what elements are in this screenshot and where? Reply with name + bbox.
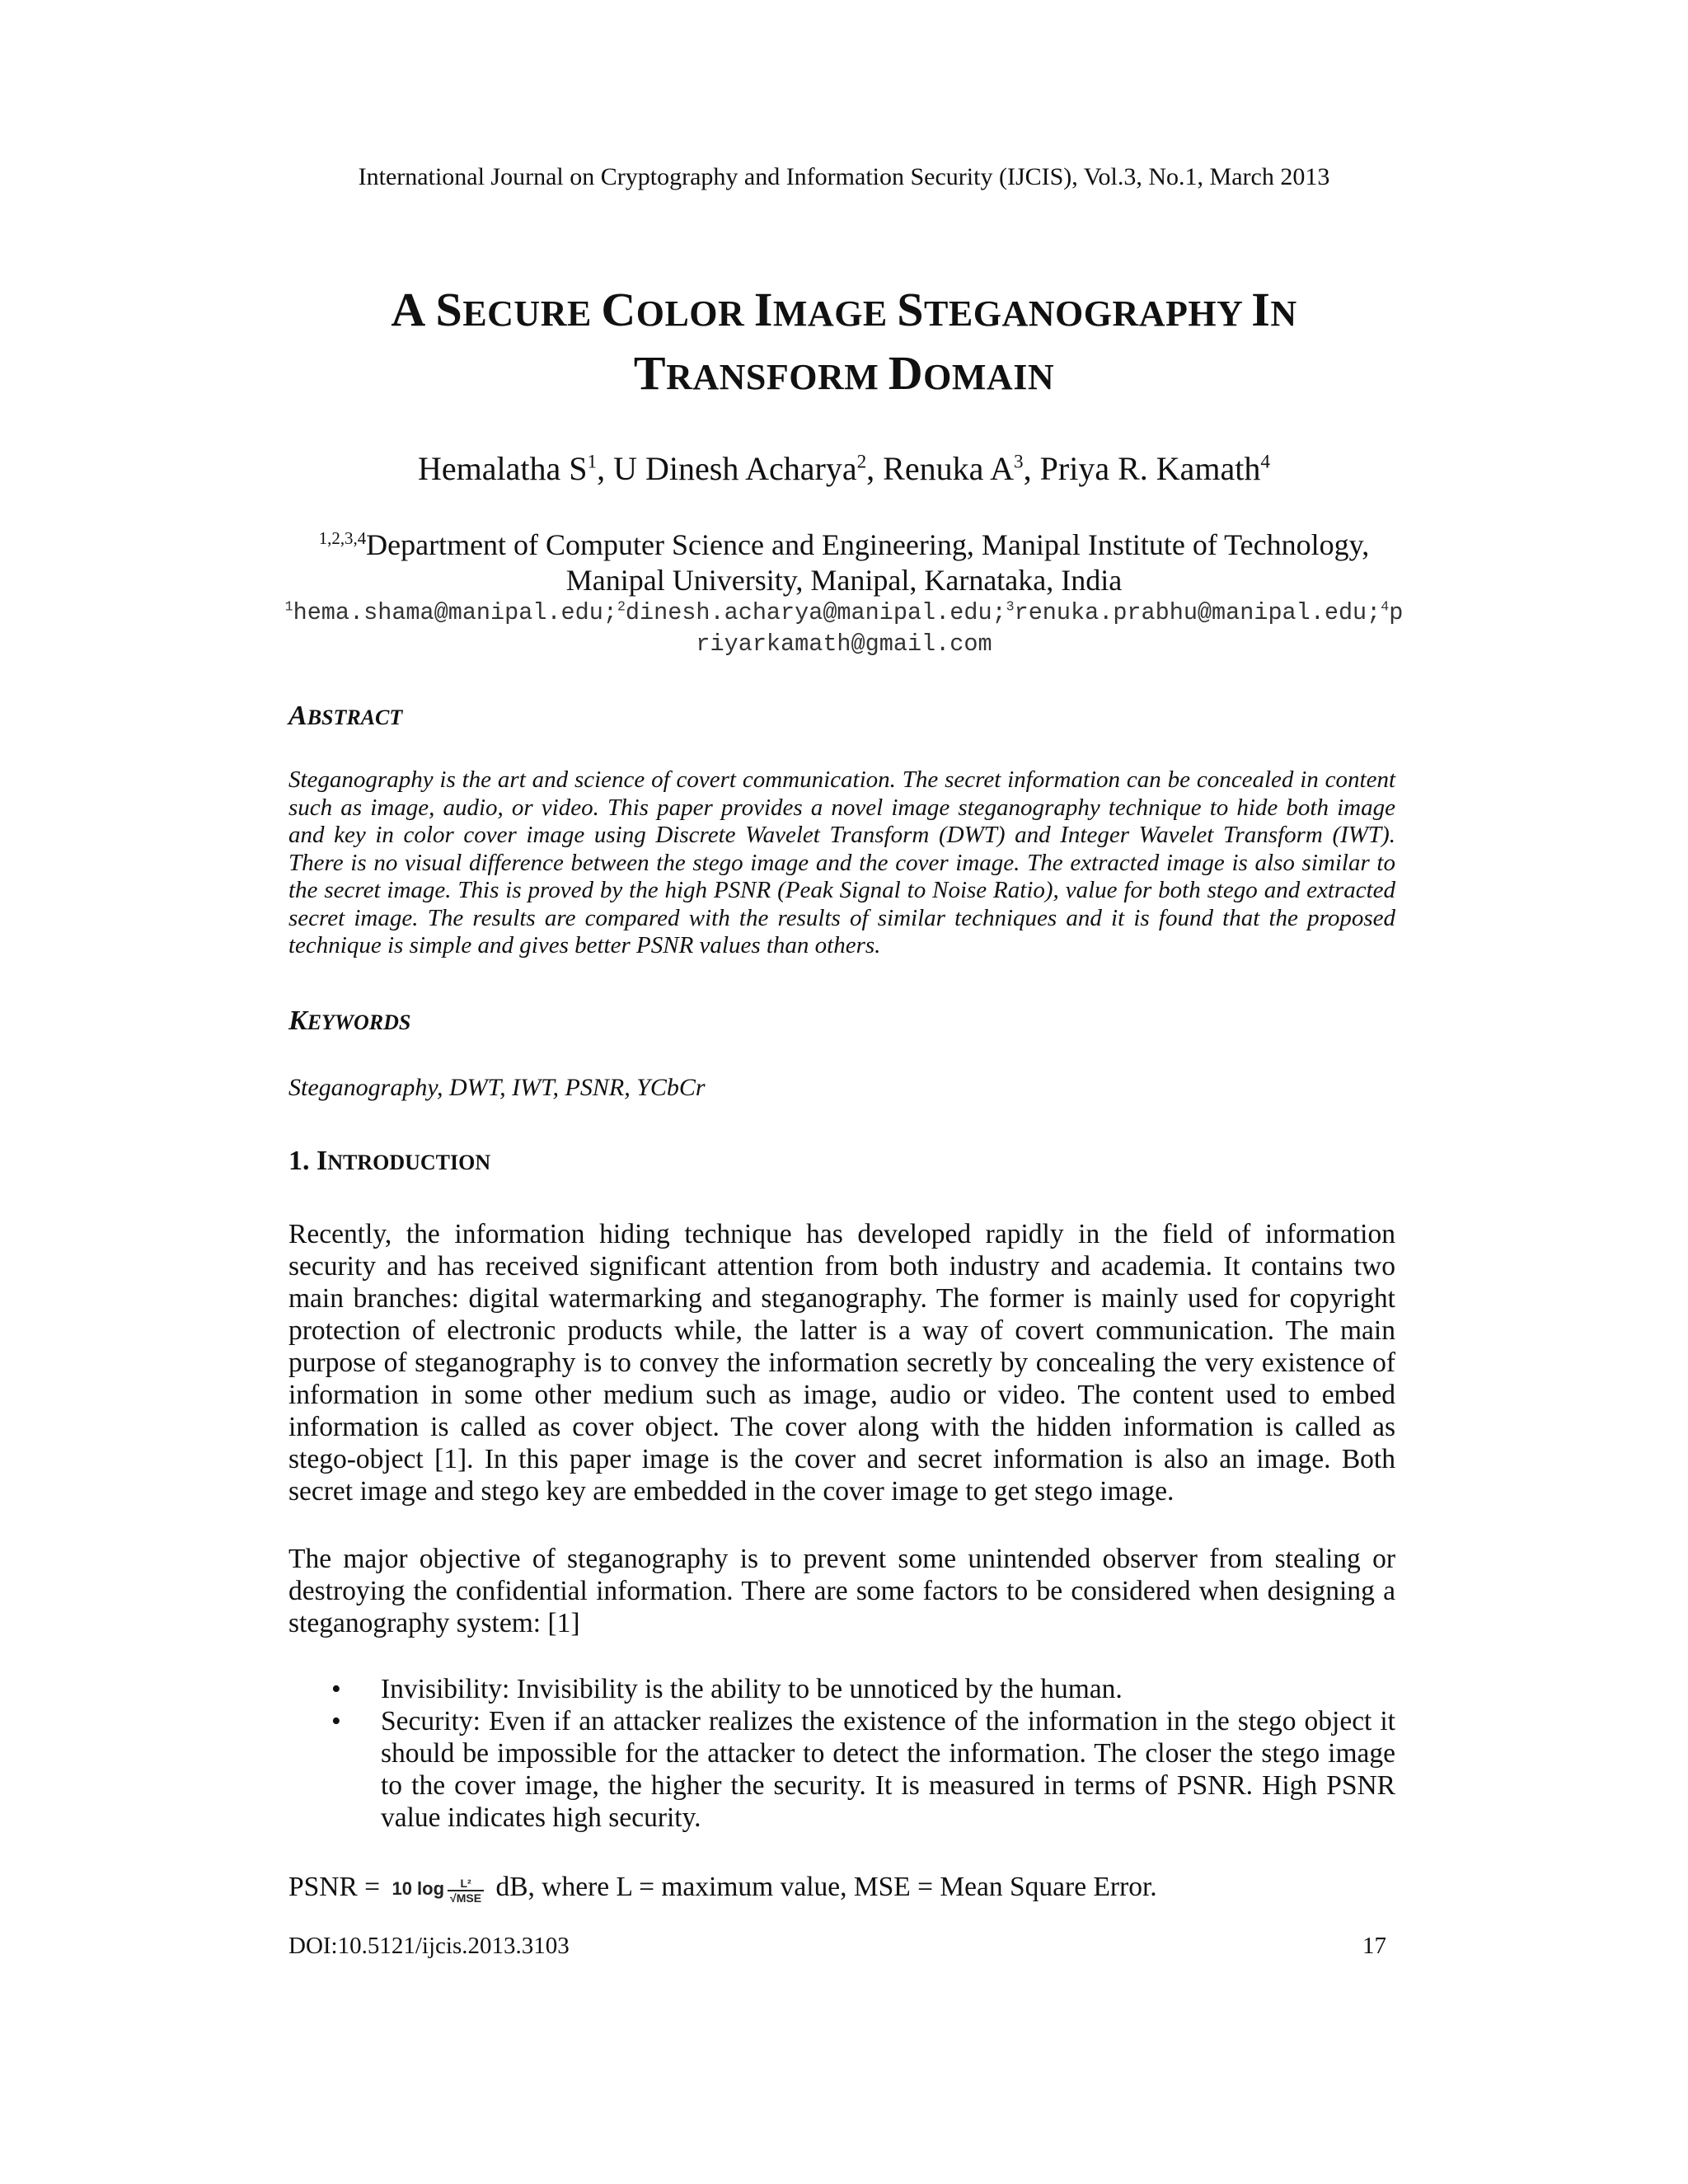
- affiliation-mark: 1,2,3,4: [318, 528, 367, 548]
- formula-lhs: PSNR =: [288, 1872, 387, 1902]
- title-line-2: [206, 344, 1482, 407]
- author-affiliation-mark: 4: [1260, 451, 1270, 473]
- heading-rest: EYWORDS: [307, 1010, 411, 1034]
- author-affiliation-mark: 1: [587, 451, 598, 473]
- author-affiliation-mark: 2: [856, 451, 867, 473]
- email-address: hema.shama@manipal.edu;: [293, 599, 617, 626]
- email-mark: 3: [1006, 598, 1015, 615]
- title-word-cap: T: [633, 346, 667, 400]
- running-header: International Journal on Cryptography and Information Security (IJCIS), Vol.3, No.1, March 2013: [358, 163, 1330, 190]
- page-number: 17: [1362, 1933, 1386, 1959]
- abstract-heading: [288, 701, 402, 732]
- intro-paragraph-2: The major objective of steganography is to prevent some unintended observer from stealing or destroying the confidential information. There are some factors to be considered when designing a steganography system: [1]: [288, 1544, 1395, 1638]
- affiliation-line-1: Department of Computer Science and Engineering, Manipal Institute of Technology,: [366, 528, 1370, 561]
- psnr-equation-image: [392, 1872, 484, 1905]
- bullet-icon: •: [331, 1706, 341, 1736]
- list-item-text: Invisibility: Invisibility is the ability to be unnoticed by the human.: [381, 1674, 1123, 1704]
- author-name: , Priya R. Kamath: [1023, 450, 1261, 487]
- psnr-formula: [288, 1871, 1157, 1905]
- title-word-rest: MAGE: [772, 293, 898, 334]
- author-name: , Renuka A: [866, 450, 1015, 487]
- abstract-text: Steganography is the art and science of covert communication. The secret information can be concealed in content such as image, audio, or video. This paper provides a novel image steganography technique to hide both image and key in color cover image using Discrete Wavelet Transform (DWT) and Integer Wavelet Transform (IWT). There is no visual difference between the stego image and the cover image. The extracted image is also similar to the secret image. This is proved by the high PSNR (Peak Signal to Noise Ratio), value for both stego and extracted secret image. The results are compared with the results of similar techniques and it is found that the proposed technique is simple and gives better PSNR values than others.: [288, 766, 1395, 958]
- list-item: [288, 1673, 1395, 1705]
- list-item-text: Security: Even if an attacker realizes the existence of the information in the stego object it should be impossible for the attacker to detect the information. The closer the stego image to the cover image, the higher the security. It is measured in terms of PSNR. High PSNR value indicates high security.: [381, 1706, 1395, 1833]
- email-address: renuka.prabhu@manipal.edu;: [1014, 599, 1381, 626]
- author-name: Hemalatha S: [418, 450, 588, 487]
- keywords-heading: [288, 1005, 410, 1037]
- heading-rest: BSTRACT: [307, 705, 403, 729]
- equation-numerator: L²: [448, 1877, 484, 1891]
- title-word-cap: C: [601, 283, 636, 336]
- email-address: dinesh.acharya@manipal.edu;: [625, 599, 1006, 626]
- title-word-rest: TEGANOGRAPHY: [924, 293, 1252, 334]
- affiliation: [272, 527, 1416, 598]
- title-line-1: [206, 280, 1482, 344]
- title-word-rest: OMAIN: [923, 357, 1055, 397]
- email-mark: 2: [617, 598, 626, 615]
- title-word-rest: OLOR: [635, 293, 754, 334]
- title-word: A: [391, 283, 436, 336]
- title-word-rest: N: [1270, 293, 1297, 334]
- title-word-cap: I: [753, 283, 773, 336]
- title-word-cap: S: [897, 283, 925, 336]
- title-word-rest: RANSFORM: [666, 357, 889, 397]
- author-name: , U Dinesh Acharya: [597, 450, 857, 487]
- heading-cap: K: [288, 1005, 307, 1036]
- heading-cap: 1. I: [288, 1146, 328, 1176]
- email-mark: 1: [284, 598, 293, 615]
- keywords-text: Steganography, DWT, IWT, PSNR, YCbCr: [288, 1074, 706, 1101]
- formula-rhs: dB, where L = maximum value, MSE = Mean Square Error.: [489, 1872, 1157, 1902]
- heading-rest: NTRODUCTION: [327, 1151, 491, 1174]
- email-mark: 4: [1381, 598, 1390, 615]
- title-word-cap: I: [1251, 283, 1271, 336]
- title-word-cap: S: [435, 283, 463, 336]
- equation-denominator: √MSE: [450, 1891, 482, 1905]
- list-item: [288, 1705, 1395, 1834]
- author-emails: [280, 598, 1408, 660]
- intro-paragraph-1: Recently, the information hiding technique has developed rapidly in the field of information security and has received significant attention from both industry and academia. It contains two main branches: digital watermarking and steganography. The former is mainly used for copyright protection of electronic products while, the latter is a way of covert communication. The main purpose of steganography is to convey the information secretly by concealing the very existence of information in some other medium such as image, audio or video. The content used to embed information is called as cover object. The cover along with the hidden information is called as stego-object [1]. In this paper image is the cover and secret information is also an image. Both secret image and stego key are embedded in the cover image to get stego image.: [288, 1219, 1395, 1507]
- heading-cap: A: [288, 701, 307, 731]
- affiliation-line-2: Manipal University, Manipal, Karnataka, India: [565, 564, 1123, 597]
- equation-fraction: [448, 1877, 484, 1905]
- author-list: [0, 449, 1688, 488]
- email-address: priyarkamath@gmail.com: [696, 599, 1404, 658]
- footer-doi: DOI:10.5121/ijcis.2013.3103: [288, 1933, 570, 1959]
- title-word-cap: D: [888, 346, 924, 400]
- factor-list: [288, 1673, 1395, 1834]
- equation-prefix: 10 log: [392, 1878, 445, 1900]
- introduction-heading: [288, 1146, 490, 1177]
- paper-title: [206, 280, 1482, 407]
- bullet-icon: •: [331, 1674, 341, 1704]
- title-word-rest: ECURE: [462, 293, 602, 334]
- author-affiliation-mark: 3: [1014, 451, 1024, 473]
